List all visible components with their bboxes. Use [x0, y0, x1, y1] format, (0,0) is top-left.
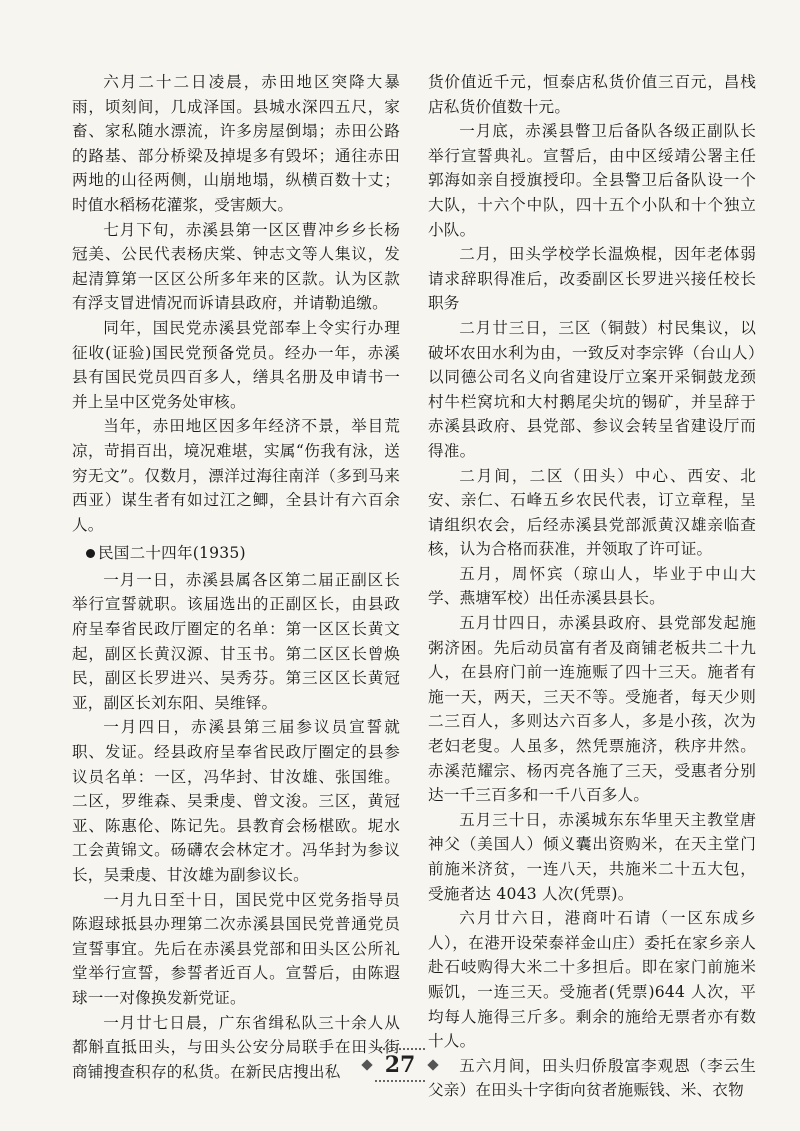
ornament-right-icon	[428, 1059, 439, 1070]
paragraph: 当年，赤田地区因多年经济不景，举目荒凉，苛捐百出，境况难堪，实属“伤我有泳，送穷无文”。仅数月，漂洋过海往南洋（多到马来西亚）谋生者有如过江之鲫，全县计有六百余人。	[72, 417, 400, 534]
paragraph: 一月底，赤溪县瞥卫后备队各级正副队长举行宣誓典礼。宣誓后，由中区绥靖公署主任郭海如亲自授旗授印。全县警卫后备队设一个大队，十六个中队，四十五个小队和十个独立小队。	[428, 122, 756, 239]
right-column	[428, 70, 756, 1103]
page-number: 27	[375, 1048, 426, 1082]
paragraph: 五月廿四日，赤溪县政府、县党部发起施粥济困。先后动员富有者及商铺老板共二十九人，在县府门前一连施赈了四十三天。施者有施一天，两天，三天不等。受施者，每天少则二三百人，多则达六百多人，多是小孩，次为老妇老叟。人虽多，然凭票施济，秩序井然。赤溪范耀宗、杨丙亮各施了三天，受惠者分别达一千三百多和一千八百多人。	[428, 614, 756, 805]
paragraph: 五六月间，田头归侨殷富李观恩（李云生父亲）在田头十字街向贫者施赈钱、米、衣物	[428, 1056, 756, 1100]
paragraph: 六月二十二日凌晨，赤田地区突降大暴雨，顷刻间，几成泽国。县城水深四五尺，家畜、家私随水漂流，许多房屋倒塌；赤田公路的路基、部分桥梁及掉堤多有毁坏；通往赤田两地的山径两侧，山崩地塌，纵横百数十丈；时值水稻杨花灌浆，受害颇大。	[72, 73, 400, 214]
paragraph: 六月廿六日，港商叶石请（一区东成乡人），在港开设荣泰祥金山庄）委托在家乡亲人赴石岐购得大米二十多担后。即在家门前施米赈饥，一连三天。受施者(凭票)644 人次，平均每人施得三斤多。剩余的施给无票者亦有数十人。	[428, 909, 756, 1051]
paragraph-continued: 货价值近千元，恒泰店私货价值三百元，昌栈店私货价值数十元。	[428, 73, 756, 116]
ornament-left-icon	[361, 1059, 372, 1070]
paragraph: 五月，周怀宾（琼山人，毕业于中山大学、燕塘军校）出任赤溪县县长。	[428, 564, 756, 608]
left-column	[72, 70, 400, 1084]
paragraph: 二月间，二区（田头）中心、西安、北安、亲仁、石峰五乡农民代表，订立章程，呈请组织农会，后经赤溪县党部派黄汉雄亲临查核，认为合格而获准，并领取了许可证。	[428, 466, 756, 559]
paragraph: 同年，国民党赤溪县党部奉上令实行办理征收(证验)国民党预备党员。经办一年，赤溪县有国民党员四百多人，缮具名册及申请书一并上呈中区党务处审核。	[72, 318, 400, 411]
paragraph: 一月廿七日晨，广东省缉私队三十余人从都斛直抵田头，与田头公安分局联手在田头街商铺搜查积存的私货。在新民店搜出私	[72, 1013, 400, 1081]
page-footer	[0, 1048, 800, 1082]
paragraph: 一月四日，赤溪县第三届参议员宣誓就职、发证。经县政府呈奉省民政厅圈定的县参议员名单：一区，冯华封、甘汝雄、张国维。二区，罗维森、吴秉虔、曾文浚。三区，黄冠亚、陈惠伦、陈记先。县教育会杨椹欧。坭水工会黄锦文。砀礴农会林定才。冯华封为参议长，吴秉虔、甘汝雄为副参议长。	[72, 718, 400, 884]
paragraph: 五月三十日，赤溪城东东华里天主教堂唐神父（美国人）倾义囊出资购米，在天主堂门前施米济贫，一连八天，共施米二十五大包，受施者达 4043 人次(凭票)。	[428, 810, 756, 903]
paragraph: 七月下旬，赤溪县第一区区曹冲乡乡长杨冠美、公民代表杨庆棠、钟志文等人集议，发起清算第一区区公所多年来的区款。认为区款有浮支冒进情况而诉请县政府，并请勒追缴。	[72, 220, 400, 313]
paragraph: 一月九日至十日，国民党中区党务指导员陈遐球抵县办理第二次赤溪县国民党普通党员宣誓事宜。先后在赤溪县党部和田头区公所礼堂举行宣誓，参誓者近百人。宣誓后，由陈遐球一一对像换发新党证。	[72, 890, 400, 1007]
paragraph: 一月一日，赤溪县属各区第二届正副区长举行宣誓就职。该届选出的正副区长，由县政府呈奉省民政厅圈定的名单：第一区区长黄文起，副区长黄汉源、甘玉书。第二区区长曾焕民，副区长罗进兴、吴秀芬。第三区区长黄冠亚，副区长刘东阳、吴维铎。	[72, 570, 400, 712]
paragraph: 二月廿三日，三区（铜鼓）村民集议，以破坏农田水利为由，一致反对李宗铧（台山人）以同德公司名义向省建设厅立案开采铜鼓龙颈村牛栏窝坑和大村鹅尾尖坑的锡矿，并呈辞于赤溪县政府、县党部、参议会转呈省建设厅而得准。	[428, 318, 756, 460]
bullet-icon	[86, 549, 95, 558]
paragraph: 二月，田头学校学长温焕棍，因年老体弱请求辞职得准后，改委副区长罗进兴接任校长职务	[428, 245, 756, 313]
year-heading	[72, 541, 400, 566]
year-heading-text: 民国二十四年(1935)	[98, 544, 246, 563]
